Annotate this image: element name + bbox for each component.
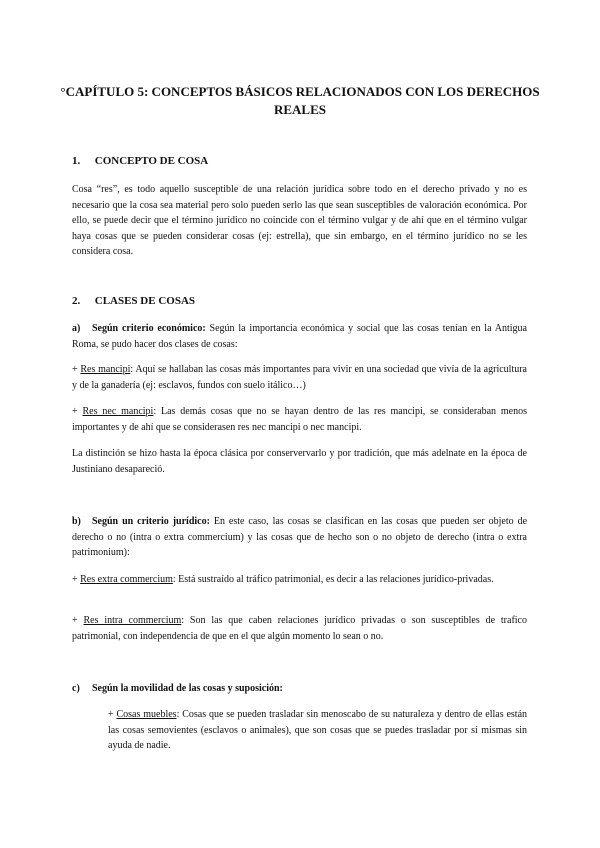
bullet-plus: + [72,364,81,375]
extra-commercium-paragraph [72,572,527,588]
subsection-c-heading: Según la movilidad de las cosas y suposición: [92,683,283,694]
section-1-title: CONCEPTO DE COSA [94,155,209,167]
subsection-c-label: c) [72,683,80,694]
bullet-plus: + [72,574,81,585]
subsection-a-paragraph [72,321,527,352]
subsection-b-paragraph [72,514,527,561]
intra-commercium-term: Res intra commercium [83,615,182,626]
bullet-plus: + [72,615,84,626]
subsection-a-text: Según la importancia económica y social que las cosas tenían en la Antigua Roma, se pudo hacer dos clases de cosas: [72,323,527,350]
res-mancipi-term: Res mancipi [80,364,131,375]
cosas-muebles-paragraph [108,707,527,754]
subsection-a-heading: Según criterio económico: [92,323,206,334]
subsection-a-label: a) [72,323,81,334]
extra-commercium-term: Res extra commercium [80,574,173,585]
res-nec-mancipi-term: Res nec mancipi [82,406,154,417]
subsection-b-text: En este caso, las cosas se clasifican en las cosas que pueden ser objeto de derecho o no (intra o extra commercium) y las cosas que de hecho son o no objeto de derecho (intra o extra patrimonium): [72,516,528,558]
cosas-muebles-term: Cosas muebles [116,709,177,720]
chapter-title: °CAPÍTULO 5: CONCEPTOS BÁSICOS RELACIONADOS CON LOS DERECHOS REALES [60,84,540,117]
intra-commercium-text: : Son las que caben relaciones jurídico privadas o son susceptibles de trafico patrimonial, con independencia de que en el que algún momento lo sean o no. [72,615,527,642]
bullet-plus: + [72,406,83,417]
cosas-muebles-text: : Cosas que se pueden trasladar sin menoscabo de su naturaleza y dentro de ellas están las cosas semovientes (esclavos o animales), que son cosas que se puedes trasladar por sí mismas sin ayuda de nadie. [108,709,528,751]
subsection-b-label: b) [72,516,81,527]
section-2-number: 2. [72,295,81,307]
section-2-title: CLASES DE COSAS [94,295,196,307]
section-1-number: 1. [72,155,81,167]
section-1-heading [72,155,208,167]
res-mancipi-paragraph [72,362,527,393]
res-mancipi-text: : Aquí se hallaban las cosas más importantes para vivir en una sociedad que vivía de la agricultura y de la ganadería (ej: esclavos, fundos con suelo itálico…) [72,364,527,391]
intra-commercium-paragraph [72,613,527,644]
res-nec-mancipi-text: : Las demás cosas que no se hayan dentro de las res mancipi, se consideraban menos importantes y de ahí que se considerasen res nec mancipi o nec mancipi. [72,406,528,433]
bullet-plus: + [108,709,117,720]
res-nec-mancipi-paragraph [72,404,527,435]
section-2-heading [72,295,195,307]
subsection-c-paragraph [72,681,527,697]
subsection-b-heading: Según un criterio jurídico: [92,516,210,527]
distincion-paragraph: La distinción se hizo hasta la época clásica por conservervarlo y por tradición, que más adelnate en la época de Justiniano desapareció. [72,448,527,475]
section-1-paragraph: Cosa “res”, es todo aquello susceptible de una relación jurídica sobre todo en el derecho privado y no es necesario que la cosa sea material pero solo pueden serlo las que sean susceptibles de valoración económica. Por ello, se puede decir que el término jurídico no coincide con el término vulgar y de ahí que en el término vulgar haya cosas que se pueden considerar cosas (ej: estrella), que sin embargo, en el término jurídico no se les considera cosa. [72,184,527,257]
extra-commercium-text: : Está sustraído al tráfico patrimonial, es decir a las relaciones jurídico-privadas. [172,574,494,585]
